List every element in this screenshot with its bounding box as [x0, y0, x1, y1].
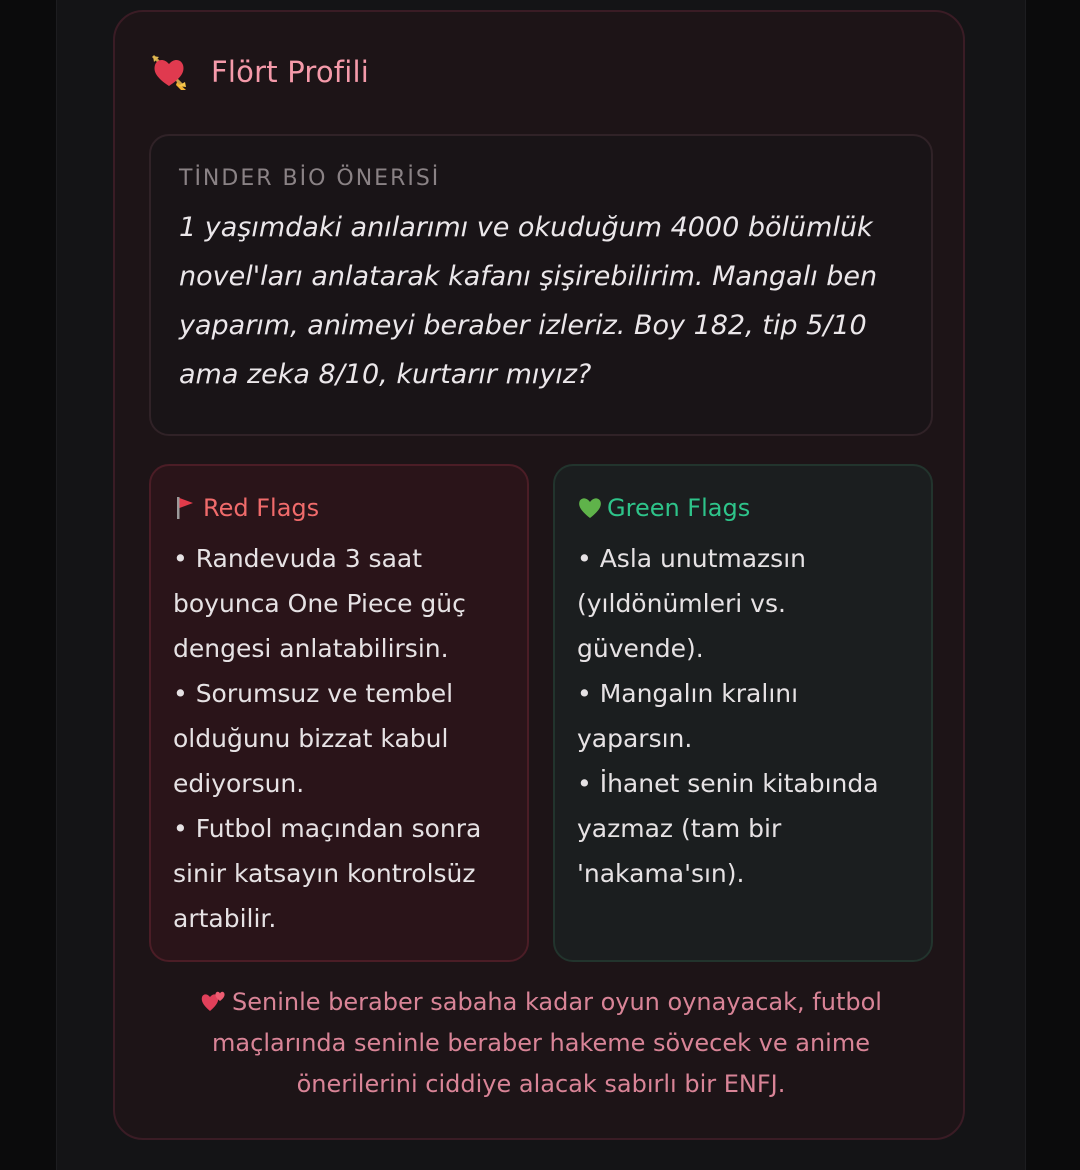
green-flag-item: • Asla unutmazsın (yıldönümleri vs. güvende). — [577, 544, 806, 663]
red-flag-item: • Futbol maçından sonra sinir katsayın kontrolsüz artabilir. — [173, 814, 482, 933]
red-flags-box — [149, 464, 529, 962]
ideal-match-note — [163, 982, 919, 1105]
ideal-match-text: Seninle beraber sabaha kadar oyun oynayacak, futbol maçlarında seninle beraber hakeme sövecek ve anime önerilerini ciddiye alacak sabırlı bir ENFJ. — [212, 988, 882, 1098]
green-flags-title — [577, 492, 909, 524]
green-flag-item: • İhanet senin kitabında yazmaz (tam bir 'nakama'sın). — [577, 769, 879, 888]
red-flags-title — [173, 492, 505, 524]
bio-text: 1 yaşımdaki anılarımı ve okuduğum 4000 bölümlük novel'ları anlatarak kafanı şişirebilirim. Mangalı ben yaparım, animeyi beraber izleriz. Boy 182, tip 5/10 ama zeka 8/10, kurtarır mıyız? — [179, 212, 878, 390]
red-flag-item: • Randevuda 3 saat boyunca One Piece güç dengesi anlatabilirsin. — [173, 544, 466, 663]
red-flags-label: Red Flags — [203, 494, 320, 522]
red-flag-item: • Sorumsuz ve tembel olduğunu bizzat kabul ediyorsun. — [173, 679, 454, 798]
card-title: Flört Profili — [211, 55, 369, 89]
red-flags-list — [173, 536, 505, 941]
green-flags-label: Green Flags — [607, 494, 751, 522]
bio-label: TİNDER BİO ÖNERİSİ — [179, 166, 441, 191]
flirt-profile-card — [113, 10, 965, 1140]
red-flag-icon — [173, 495, 197, 521]
heart-with-arrow-icon — [149, 52, 189, 92]
green-flags-box — [553, 464, 933, 962]
green-heart-icon — [577, 495, 601, 521]
card-header — [149, 48, 369, 96]
green-flags-list — [577, 536, 909, 896]
two-hearts-icon — [200, 985, 228, 1011]
tinder-bio-box — [149, 134, 933, 436]
green-flag-item: • Mangalın kralını yaparsın. — [577, 679, 799, 753]
